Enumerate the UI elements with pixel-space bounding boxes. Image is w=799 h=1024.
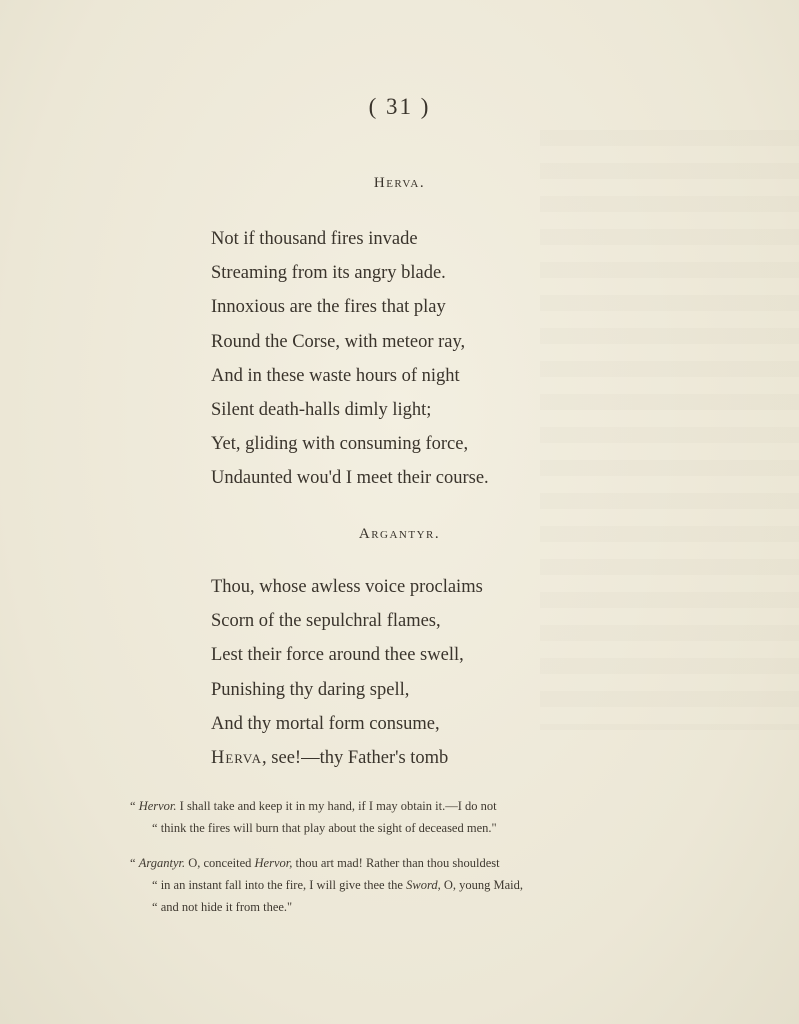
verse-line: Not if thousand fires invade xyxy=(211,229,418,249)
footnote-speaker: Hervor. xyxy=(138,799,177,813)
section-heading-argantyr: Argantyr. xyxy=(358,526,441,542)
footnote-text: thou art mad! Rather than thou shouldest xyxy=(295,856,500,870)
verse-line: And thy mortal form consume, xyxy=(211,713,440,734)
footnote-text: O, young Maid, xyxy=(443,878,524,892)
quote-mark: “ xyxy=(152,900,158,914)
quote-mark: “ xyxy=(152,821,158,835)
quote-mark: “ xyxy=(130,799,136,813)
verse-line: Yet, gliding with consuming force, xyxy=(211,434,469,455)
verse-line: And in these waste hours of night xyxy=(211,365,460,386)
stanza-argantyr xyxy=(211,570,691,775)
footnote-text: think the fires will burn that play about the sight of deceased men." xyxy=(160,821,497,835)
footnote-line xyxy=(130,896,670,918)
verse-line: Scorn of the sepulchral flames, xyxy=(211,611,441,632)
footnote-argantyr xyxy=(130,852,670,918)
footnote-word: Sword, xyxy=(406,878,441,892)
verse-line-rest: , see!—thy Father's tomb xyxy=(262,747,449,768)
verse-line: Lest their force around thee swell, xyxy=(211,645,464,666)
verse-line: Thou, whose awless voice proclaims xyxy=(211,577,483,597)
section-heading-herva: Herva. xyxy=(373,175,426,191)
verse-line: Silent death-halls dimly light; xyxy=(211,399,432,420)
footnote-line xyxy=(130,817,670,839)
verse-line: Innoxious are the fires that play xyxy=(211,297,446,318)
verse-line xyxy=(211,741,691,775)
verse-line: Punishing thy daring spell, xyxy=(211,679,410,700)
stanza-herva xyxy=(211,222,691,496)
footnote-name: Hervor, xyxy=(254,856,293,870)
footnote-text: O, conceited xyxy=(188,856,252,870)
footnote-line xyxy=(130,874,670,896)
footnote-text: and not hide it from thee." xyxy=(160,900,293,914)
verse-line: Round the Corse, with meteor ray, xyxy=(211,331,466,352)
verse-line: Undaunted wou'd I meet their course. xyxy=(211,468,489,489)
name-herva: Herva xyxy=(211,747,263,768)
verse-line: Streaming from its angry blade. xyxy=(211,263,446,284)
quote-mark: “ xyxy=(130,856,136,870)
footnote-text: I shall take and keep it in my hand, if I may obtain it.—I do not xyxy=(179,799,497,813)
quote-mark: “ xyxy=(152,878,158,892)
footnote-speaker: Argantyr. xyxy=(138,856,186,870)
footnote-line xyxy=(130,795,670,817)
footnote-hervor xyxy=(130,795,670,839)
footnote-line xyxy=(130,852,670,874)
page-number: ( 31 ) xyxy=(368,94,431,119)
footnote-text: in an instant fall into the fire, I will give thee the xyxy=(160,878,403,892)
